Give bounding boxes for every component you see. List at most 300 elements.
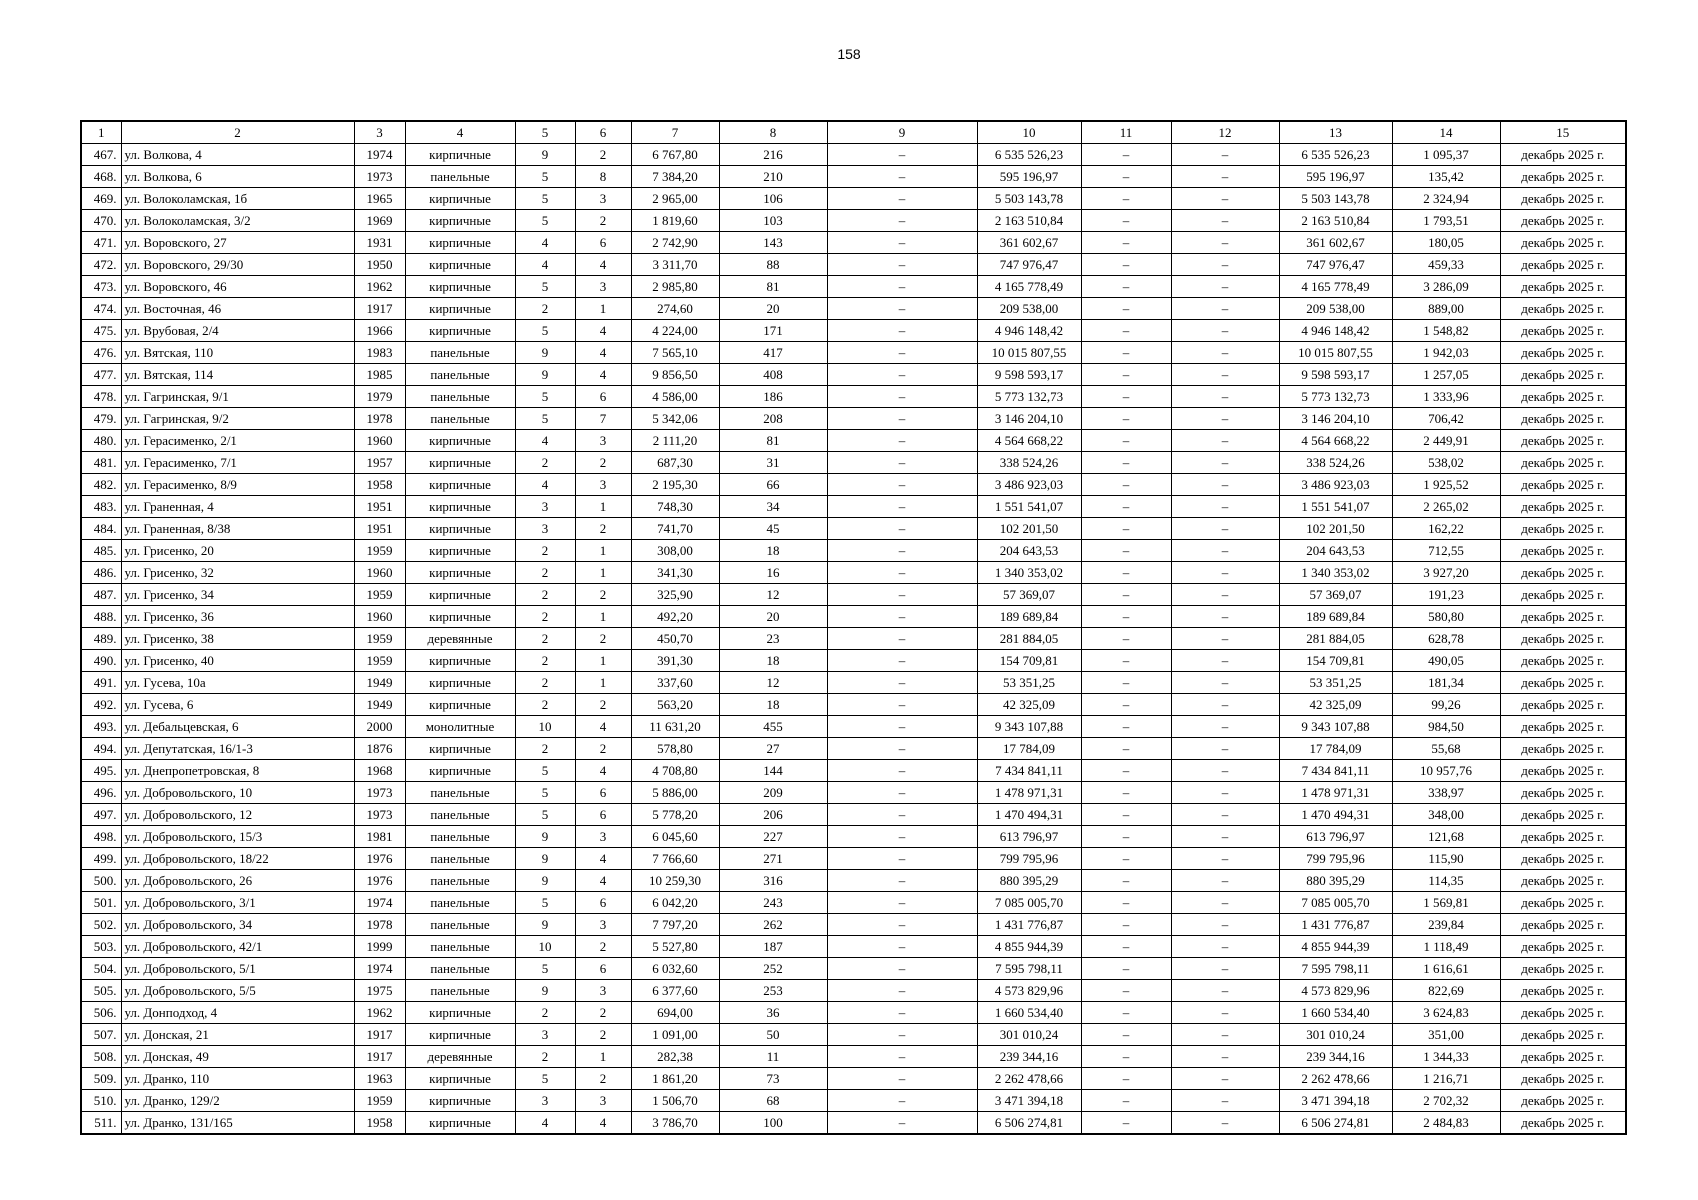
table-cell: 325,90 [631, 584, 719, 606]
table-cell: – [1171, 276, 1279, 298]
table-cell: 2 [515, 738, 575, 760]
table-cell: 5 [515, 166, 575, 188]
table-cell: 484. [81, 518, 121, 540]
table-cell: 9 598 593,17 [977, 364, 1081, 386]
table-cell: 1 340 353,02 [977, 562, 1081, 584]
table-cell: 9 [515, 914, 575, 936]
table-cell: ул. Добровольского, 12 [121, 804, 354, 826]
table-cell: ул. Волкова, 4 [121, 144, 354, 166]
table-cell: 455 [719, 716, 827, 738]
table-cell: – [827, 672, 977, 694]
table-cell: 5 [515, 804, 575, 826]
table-cell: декабрь 2025 г. [1500, 782, 1626, 804]
table-cell: – [827, 1090, 977, 1112]
table-cell: 2 [575, 936, 631, 958]
table-cell: 7 797,20 [631, 914, 719, 936]
table-cell: деревянные [405, 628, 515, 650]
table-cell: – [827, 650, 977, 672]
table-cell: 474. [81, 298, 121, 320]
table-cell: 5 [515, 782, 575, 804]
table-cell: декабрь 2025 г. [1500, 166, 1626, 188]
table-cell: 880 395,29 [977, 870, 1081, 892]
table-cell: 1 551 541,07 [977, 496, 1081, 518]
table-cell: ул. Донская, 49 [121, 1046, 354, 1068]
table-cell: 3 471 394,18 [977, 1090, 1081, 1112]
table-cell: 189 689,84 [1279, 606, 1392, 628]
table-cell: декабрь 2025 г. [1500, 1112, 1626, 1135]
table-row [81, 452, 1626, 474]
table-row [81, 540, 1626, 562]
table-cell: 501. [81, 892, 121, 914]
table-cell: 613 796,97 [1279, 826, 1392, 848]
table-cell: – [827, 892, 977, 914]
table-cell: панельные [405, 826, 515, 848]
table-cell: – [827, 1046, 977, 1068]
table-row [81, 342, 1626, 364]
table-cell: 6 [575, 782, 631, 804]
table-cell: 18 [719, 694, 827, 716]
table-cell: – [1171, 562, 1279, 584]
table-cell: кирпичные [405, 1002, 515, 1024]
table-cell: 1969 [354, 210, 405, 232]
table-cell: 467. [81, 144, 121, 166]
table-cell: 2 [515, 540, 575, 562]
table-cell: – [1171, 1046, 1279, 1068]
table-row [81, 892, 1626, 914]
table-cell: – [1171, 914, 1279, 936]
table-row [81, 606, 1626, 628]
table-cell: – [1081, 650, 1171, 672]
table-cell: 3 146 204,10 [977, 408, 1081, 430]
table-cell: панельные [405, 892, 515, 914]
table-cell: ул. Волоколамская, 1б [121, 188, 354, 210]
table-cell: – [1081, 782, 1171, 804]
table-cell: – [1081, 848, 1171, 870]
table-cell: – [1081, 144, 1171, 166]
table-cell: – [1171, 210, 1279, 232]
table-cell: 4 [575, 848, 631, 870]
table-cell: 7 [575, 408, 631, 430]
table-cell: 6 377,60 [631, 980, 719, 1002]
table-cell: декабрь 2025 г. [1500, 364, 1626, 386]
table-cell: – [1171, 1024, 1279, 1046]
table-cell: кирпичные [405, 518, 515, 540]
table-cell: – [1171, 628, 1279, 650]
table-cell: 5 886,00 [631, 782, 719, 804]
table-cell: 2 [515, 584, 575, 606]
table-cell: 6 767,80 [631, 144, 719, 166]
table-cell: кирпичные [405, 650, 515, 672]
table-row [81, 716, 1626, 738]
table-cell: – [827, 1024, 977, 1046]
table-cell: 27 [719, 738, 827, 760]
table-cell: 2 742,90 [631, 232, 719, 254]
table-cell: 11 [719, 1046, 827, 1068]
table-cell: – [827, 474, 977, 496]
table-cell: декабрь 2025 г. [1500, 540, 1626, 562]
table-cell: 2 262 478,66 [1279, 1068, 1392, 1090]
table-cell: кирпичные [405, 276, 515, 298]
table-cell: 171 [719, 320, 827, 342]
table-cell: – [1171, 298, 1279, 320]
table-cell: 1960 [354, 606, 405, 628]
table-cell: 9 [515, 870, 575, 892]
table-row [81, 936, 1626, 958]
table-cell: 479. [81, 408, 121, 430]
table-cell: – [1081, 980, 1171, 1002]
table-cell: 9 343 107,88 [977, 716, 1081, 738]
table-cell: декабрь 2025 г. [1500, 232, 1626, 254]
table-cell: 1949 [354, 694, 405, 716]
table-cell: 504. [81, 958, 121, 980]
table-cell: 6 [575, 386, 631, 408]
table-cell: – [1171, 320, 1279, 342]
table-cell: – [1081, 694, 1171, 716]
table-cell: 1 616,61 [1392, 958, 1500, 980]
table-cell: 4 [515, 232, 575, 254]
table-cell: 143 [719, 232, 827, 254]
table-cell: 481. [81, 452, 121, 474]
table-cell: 262 [719, 914, 827, 936]
table-cell: – [827, 1002, 977, 1024]
table-cell: 1950 [354, 254, 405, 276]
table-cell: панельные [405, 386, 515, 408]
table-cell: – [1171, 1068, 1279, 1090]
table-cell: ул. Грисенко, 34 [121, 584, 354, 606]
table-cell: 4 564 668,22 [1279, 430, 1392, 452]
table-cell: ул. Воровского, 29/30 [121, 254, 354, 276]
table-cell: 1974 [354, 892, 405, 914]
table-cell: 492,20 [631, 606, 719, 628]
table-cell: 1958 [354, 1112, 405, 1135]
table-cell: 799 795,96 [1279, 848, 1392, 870]
table-cell: 348,00 [1392, 804, 1500, 826]
table-cell: 204 643,53 [977, 540, 1081, 562]
table-cell: ул. Добровольского, 34 [121, 914, 354, 936]
table-cell: 508. [81, 1046, 121, 1068]
table-cell: – [1081, 518, 1171, 540]
table-cell: 2 195,30 [631, 474, 719, 496]
table-cell: – [827, 606, 977, 628]
table-cell: панельные [405, 782, 515, 804]
table-cell: – [1081, 914, 1171, 936]
table-cell: 595 196,97 [977, 166, 1081, 188]
table-cell: 5 [515, 320, 575, 342]
table-cell: – [1081, 584, 1171, 606]
table-cell: – [1081, 1112, 1171, 1135]
column-header: 12 [1171, 121, 1279, 144]
table-cell: 2 [575, 1068, 631, 1090]
table-cell: – [1081, 408, 1171, 430]
table-cell: 2 163 510,84 [977, 210, 1081, 232]
table-cell: – [827, 914, 977, 936]
table-body [81, 144, 1626, 1135]
table-cell: 1974 [354, 144, 405, 166]
table-cell: – [1171, 738, 1279, 760]
table-cell: ул. Добровольского, 26 [121, 870, 354, 892]
table-cell: 502. [81, 914, 121, 936]
table-cell: 482. [81, 474, 121, 496]
table-cell: – [1081, 320, 1171, 342]
table-cell: ул. Добровольского, 5/5 [121, 980, 354, 1002]
table-cell: 154 709,81 [977, 650, 1081, 672]
table-cell: 361 602,67 [977, 232, 1081, 254]
table-cell: 12 [719, 672, 827, 694]
table-cell: 1 861,20 [631, 1068, 719, 1090]
table-cell: 694,00 [631, 1002, 719, 1024]
table-cell: панельные [405, 804, 515, 826]
table-cell: – [1171, 452, 1279, 474]
table-cell: 5 773 132,73 [1279, 386, 1392, 408]
table-cell: 5 [515, 760, 575, 782]
table-cell: ул. Врубовая, 2/4 [121, 320, 354, 342]
table-cell: 3 [575, 276, 631, 298]
table-cell: кирпичные [405, 540, 515, 562]
table-cell: 2 449,91 [1392, 430, 1500, 452]
table-cell: 1876 [354, 738, 405, 760]
table-cell: 8 [575, 166, 631, 188]
table-cell: – [827, 958, 977, 980]
table-cell: – [1081, 496, 1171, 518]
table-cell: 9 343 107,88 [1279, 716, 1392, 738]
table-cell: 239 344,16 [1279, 1046, 1392, 1068]
housing-registry-table [80, 120, 1627, 1135]
table-cell: 1 470 494,31 [1279, 804, 1392, 826]
column-header: 11 [1081, 121, 1171, 144]
table-cell: ул. Герасименко, 7/1 [121, 452, 354, 474]
table-cell: 271 [719, 848, 827, 870]
table-cell: – [1171, 958, 1279, 980]
table-cell: – [1081, 386, 1171, 408]
table-cell: – [1081, 232, 1171, 254]
table-cell: декабрь 2025 г. [1500, 914, 1626, 936]
table-cell: 338,97 [1392, 782, 1500, 804]
table-cell: 6 [575, 232, 631, 254]
table-cell: 2 [515, 1002, 575, 1024]
table-cell: – [1171, 936, 1279, 958]
table-cell: ул. Грисенко, 40 [121, 650, 354, 672]
table-cell: ул. Воровского, 27 [121, 232, 354, 254]
table-row [81, 848, 1626, 870]
table-cell: 6 [575, 804, 631, 826]
table-cell: 3 786,70 [631, 1112, 719, 1135]
table-cell: 9 [515, 342, 575, 364]
table-cell: 1979 [354, 386, 405, 408]
table-cell: – [1171, 804, 1279, 826]
table-cell: 10 015 807,55 [1279, 342, 1392, 364]
table-cell: панельные [405, 364, 515, 386]
column-header: 2 [121, 121, 354, 144]
table-cell: 99,26 [1392, 694, 1500, 716]
table-cell: 5 503 143,78 [1279, 188, 1392, 210]
table-cell: декабрь 2025 г. [1500, 1068, 1626, 1090]
table-cell: 338 524,26 [977, 452, 1081, 474]
table-cell: 2 [515, 694, 575, 716]
table-cell: 1960 [354, 430, 405, 452]
table-cell: 351,00 [1392, 1024, 1500, 1046]
table-cell: – [827, 562, 977, 584]
table-cell: – [1081, 606, 1171, 628]
table-cell: 1965 [354, 188, 405, 210]
table-row [81, 298, 1626, 320]
table-cell: ул. Волоколамская, 3/2 [121, 210, 354, 232]
table-cell: кирпичные [405, 144, 515, 166]
table-row [81, 320, 1626, 342]
table-cell: ул. Граненная, 8/38 [121, 518, 354, 540]
table-cell: декабрь 2025 г. [1500, 628, 1626, 650]
table-cell: 505. [81, 980, 121, 1002]
table-cell: 45 [719, 518, 827, 540]
table-cell: кирпичные [405, 188, 515, 210]
table-cell: 1 431 776,87 [977, 914, 1081, 936]
table-cell: декабрь 2025 г. [1500, 738, 1626, 760]
table-cell: 2 [515, 650, 575, 672]
table-cell: 4 [575, 760, 631, 782]
table-cell: 1 660 534,40 [1279, 1002, 1392, 1024]
table-cell: 1 506,70 [631, 1090, 719, 1112]
table-cell: 1 [575, 1046, 631, 1068]
table-cell: 3 [515, 496, 575, 518]
table-cell: – [1081, 826, 1171, 848]
table-cell: 2 [515, 628, 575, 650]
table-cell: панельные [405, 958, 515, 980]
table-cell: 4 [575, 716, 631, 738]
table-cell: 9 [515, 826, 575, 848]
table-cell: 73 [719, 1068, 827, 1090]
table-cell: – [1171, 1002, 1279, 1024]
table-cell: 206 [719, 804, 827, 826]
table-cell: 747 976,47 [977, 254, 1081, 276]
table-cell: кирпичные [405, 584, 515, 606]
table-cell: 308,00 [631, 540, 719, 562]
table-cell: 497. [81, 804, 121, 826]
table-cell: 3 624,83 [1392, 1002, 1500, 1024]
table-cell: 53 351,25 [1279, 672, 1392, 694]
table-cell: 1962 [354, 276, 405, 298]
table-cell: 3 [575, 188, 631, 210]
table-row [81, 958, 1626, 980]
table-cell: 100 [719, 1112, 827, 1135]
table-cell: 480. [81, 430, 121, 452]
table-cell: – [827, 496, 977, 518]
table-cell: 478. [81, 386, 121, 408]
table-cell: 2 702,32 [1392, 1090, 1500, 1112]
table-cell: 210 [719, 166, 827, 188]
table-cell: – [1171, 672, 1279, 694]
table-cell: 7 565,10 [631, 342, 719, 364]
table-cell: – [1171, 342, 1279, 364]
table-cell: 16 [719, 562, 827, 584]
table-cell: 509. [81, 1068, 121, 1090]
table-row [81, 166, 1626, 188]
table-cell: 57 369,07 [1279, 584, 1392, 606]
table-cell: 3 [575, 914, 631, 936]
table-cell: 5 [515, 276, 575, 298]
table-cell: 337,60 [631, 672, 719, 694]
table-row [81, 826, 1626, 848]
table-cell: ул. Дранко, 110 [121, 1068, 354, 1090]
table-cell: – [827, 386, 977, 408]
table-row [81, 738, 1626, 760]
table-cell: 1959 [354, 584, 405, 606]
table-cell: декабрь 2025 г. [1500, 804, 1626, 826]
table-cell: декабрь 2025 г. [1500, 408, 1626, 430]
table-cell: 18 [719, 540, 827, 562]
table-cell: 1958 [354, 474, 405, 496]
table-cell: 510. [81, 1090, 121, 1112]
table-cell: 243 [719, 892, 827, 914]
table-row [81, 1002, 1626, 1024]
table-cell: панельные [405, 342, 515, 364]
table-cell: 417 [719, 342, 827, 364]
table-cell: панельные [405, 848, 515, 870]
table-cell: – [827, 276, 977, 298]
table-row [81, 188, 1626, 210]
table-cell: – [827, 298, 977, 320]
table-cell: 114,35 [1392, 870, 1500, 892]
table-cell: – [827, 254, 977, 276]
table-cell: ул. Вятская, 114 [121, 364, 354, 386]
table-cell: 1973 [354, 782, 405, 804]
table-cell: 189 689,84 [977, 606, 1081, 628]
table-cell: 6 [575, 958, 631, 980]
table-cell: кирпичные [405, 210, 515, 232]
table-cell: 1973 [354, 804, 405, 826]
table-cell: 6 535 526,23 [977, 144, 1081, 166]
table-cell: – [827, 342, 977, 364]
table-cell: – [1081, 1002, 1171, 1024]
table-row [81, 584, 1626, 606]
table-cell: 1985 [354, 364, 405, 386]
table-cell: 1 257,05 [1392, 364, 1500, 386]
table-cell: – [1081, 364, 1171, 386]
table-row [81, 672, 1626, 694]
table-cell: – [827, 364, 977, 386]
table-row [81, 1068, 1626, 1090]
table-cell: 1 569,81 [1392, 892, 1500, 914]
table-cell: 17 784,09 [1279, 738, 1392, 760]
table-cell: ул. Добровольского, 10 [121, 782, 354, 804]
table-cell: 498. [81, 826, 121, 848]
table-cell: – [827, 1068, 977, 1090]
table-cell: – [1171, 892, 1279, 914]
table-cell: – [1171, 144, 1279, 166]
table-cell: – [827, 430, 977, 452]
table-cell: панельные [405, 936, 515, 958]
table-cell: – [827, 760, 977, 782]
table-cell: 1957 [354, 452, 405, 474]
table-cell: 4 [575, 342, 631, 364]
table-cell: 1 [575, 650, 631, 672]
table-cell: 507. [81, 1024, 121, 1046]
table-cell: 7 085 005,70 [977, 892, 1081, 914]
table-cell: декабрь 2025 г. [1500, 848, 1626, 870]
table-row [81, 1090, 1626, 1112]
table-cell: 1959 [354, 540, 405, 562]
table-cell: – [1081, 716, 1171, 738]
table-cell: 1 942,03 [1392, 342, 1500, 364]
table-cell: ул. Донская, 21 [121, 1024, 354, 1046]
table-cell: 4 165 778,49 [1279, 276, 1392, 298]
table-cell: 408 [719, 364, 827, 386]
table-cell: 282,38 [631, 1046, 719, 1068]
table-cell: ул. Гагринская, 9/1 [121, 386, 354, 408]
table-cell: кирпичные [405, 1024, 515, 1046]
table-cell: декабрь 2025 г. [1500, 1046, 1626, 1068]
table-cell: 1 [575, 672, 631, 694]
table-cell: 499. [81, 848, 121, 870]
table-cell: 274,60 [631, 298, 719, 320]
